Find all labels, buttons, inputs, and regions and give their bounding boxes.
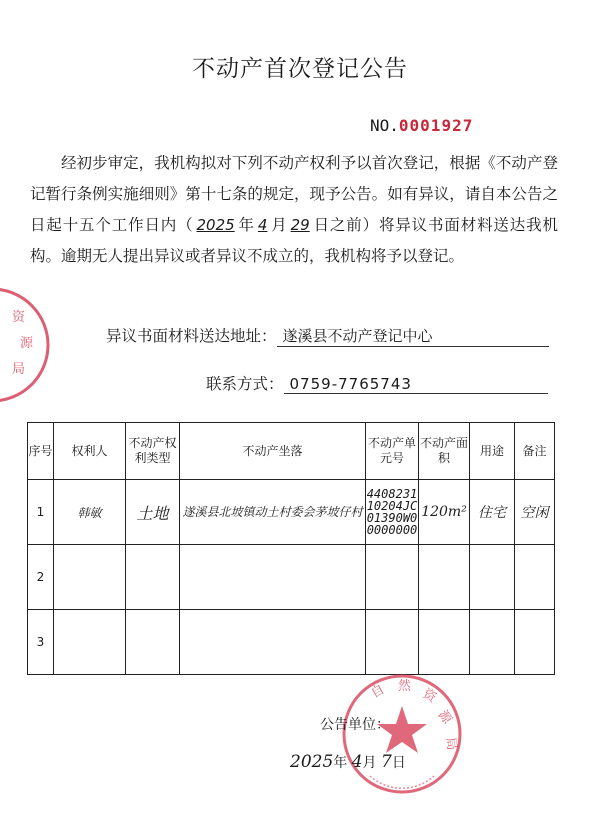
address-value: 遂溪县不动产登记中心 (277, 325, 549, 347)
document-number-prefix: NO. (370, 116, 399, 135)
cell-area (419, 610, 470, 675)
cell-unit-no (366, 545, 419, 610)
document-number (370, 116, 473, 135)
cell-unit-no (366, 610, 419, 675)
header-unit-no: 不动产单元号 (366, 423, 419, 480)
cell-seq: 3 (28, 610, 54, 675)
cell-right-type (126, 610, 180, 675)
deadline-month-unit: 月 (270, 216, 288, 234)
date-day: 7 (381, 752, 392, 772)
address-label: 异议书面材料送达地址： (106, 327, 277, 345)
header-right-type: 不动产权利类型 (126, 423, 180, 480)
table-header-row (28, 423, 555, 480)
date-day-unit: 日 (391, 755, 406, 771)
svg-text:源: 源 (434, 707, 455, 727)
registration-table (27, 422, 555, 675)
deadline-year-unit: 年 (237, 216, 255, 234)
table-row (28, 545, 555, 610)
header-area: 不动产面积 (419, 423, 470, 480)
date-month: 4 (351, 752, 363, 772)
cell-owner: 韩敏 (54, 480, 126, 545)
cell-unit-no: 440823110204JC01390W00000000 (366, 480, 419, 545)
svg-text:然: 然 (398, 679, 412, 694)
cell-remark: 空闲 (515, 480, 555, 545)
cell-right-type (126, 545, 180, 610)
svg-text:资: 资 (420, 686, 439, 706)
header-owner: 权利人 (54, 423, 126, 480)
cell-usage: 住宅 (470, 480, 515, 545)
cell-seq: 1 (28, 480, 54, 545)
cell-seq: 2 (28, 545, 54, 610)
notice-paragraph (30, 148, 558, 272)
header-seq: 序号 (28, 423, 54, 480)
official-seal-left (0, 285, 52, 405)
official-seal-right (340, 672, 464, 796)
svg-text:自: 自 (368, 681, 388, 702)
notice-text-1: 经初步审定，我机构拟对下列不动产权利予以首次登记，根据《不动产登记暂行条例实施细则》第十七条的规定，现予公告。如有异议，请自本公告之日起十五个工作日内（ (30, 154, 558, 234)
objection-address (106, 324, 549, 347)
date-year-unit: 年 (333, 755, 348, 771)
cell-location: 遂溪县北坡镇动土村委会茅坡仔村 (180, 480, 366, 545)
cell-usage (470, 545, 515, 610)
document-number-value: 0001927 (398, 116, 474, 135)
cell-owner (54, 545, 126, 610)
svg-text:资: 资 (12, 310, 26, 325)
notice-text-2: 日之前）将异议书面材料送达我机构。逾期无人提出异议或者异议不成立的，我机构将予以登记。 (30, 216, 558, 265)
announcement-date (290, 752, 406, 772)
svg-text:局: 局 (442, 736, 460, 752)
table-row (28, 610, 555, 675)
deadline-day: 29 (290, 216, 310, 234)
contact-label: 联系方式： (206, 375, 284, 393)
svg-text:局: 局 (12, 362, 26, 377)
contact-value: 0759-7765743 (284, 375, 548, 394)
cell-area (419, 545, 470, 610)
date-month-unit: 月 (362, 755, 377, 771)
cell-location (180, 610, 366, 675)
deadline-year: 2025 (196, 216, 235, 234)
page-title: 不动产首次登记公告 (192, 56, 408, 82)
cell-area: 120m² (419, 480, 470, 545)
table-row (28, 480, 555, 545)
cell-right-type: 土地 (126, 480, 180, 545)
cell-owner (54, 610, 126, 675)
header-remark: 备注 (515, 423, 555, 480)
header-location: 不动产坐落 (180, 423, 366, 480)
cell-usage (470, 610, 515, 675)
date-year: 2025 (290, 752, 334, 772)
cell-location (180, 545, 366, 610)
header-usage: 用途 (470, 423, 515, 480)
cell-remark (515, 610, 555, 675)
contact-info (206, 372, 548, 394)
svg-text:源: 源 (20, 336, 34, 351)
announcing-unit-label: 公告单位： (320, 717, 390, 733)
deadline-month: 4 (257, 216, 268, 234)
cell-remark (515, 545, 555, 610)
